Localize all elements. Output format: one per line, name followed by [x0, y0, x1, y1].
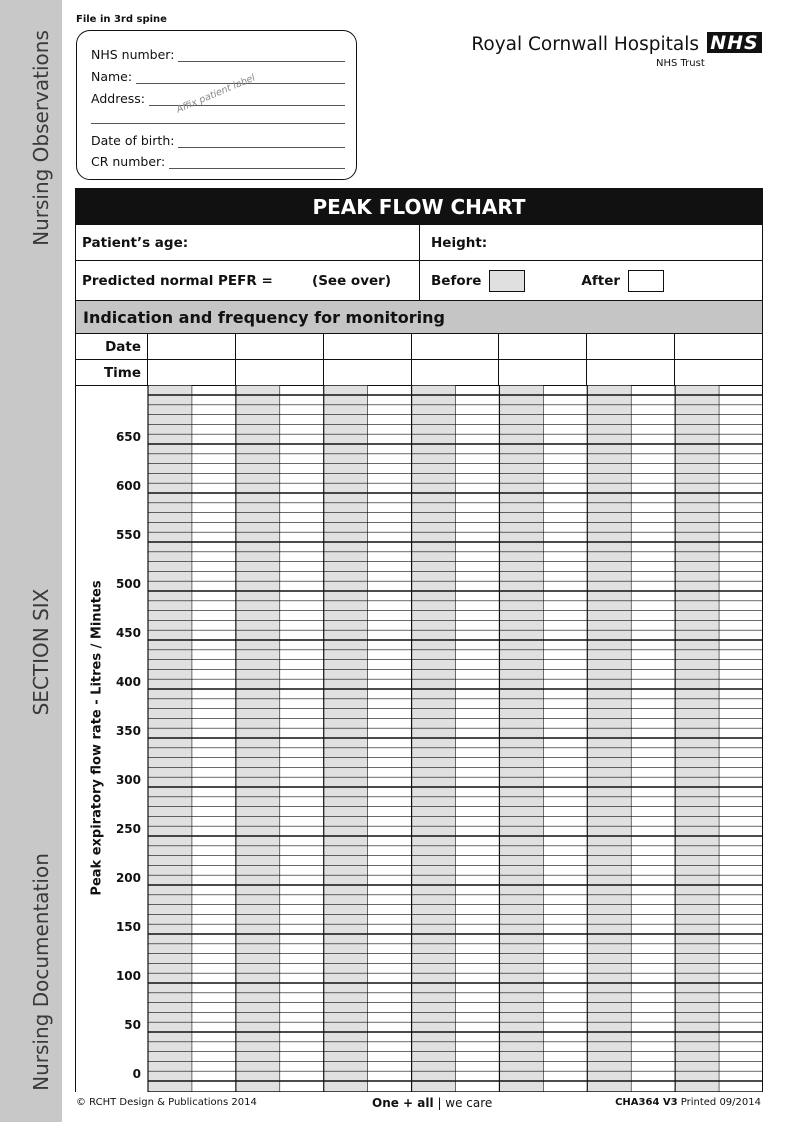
- before-after-cell: [420, 261, 762, 300]
- cr-number-label: CR number:: [91, 154, 166, 169]
- date-cell[interactable]: [324, 334, 412, 359]
- y-tick-label: 400: [115, 675, 141, 689]
- age-height-row: [75, 225, 763, 261]
- spine-section: SECTION SIX: [29, 588, 53, 716]
- cr-number-field[interactable]: [91, 154, 345, 169]
- y-tick-label: 150: [115, 920, 141, 934]
- org-name: Royal Cornwall Hospitals: [471, 34, 699, 55]
- date-cell[interactable]: [148, 334, 236, 359]
- indication-heading: Indication and frequency for monitoring: [75, 301, 763, 334]
- time-cell[interactable]: [675, 360, 762, 385]
- y-tick-label: 450: [115, 626, 141, 640]
- y-tick-label: 50: [124, 1018, 141, 1032]
- name-label: Name:: [91, 69, 133, 84]
- nhs-number-field[interactable]: [91, 47, 345, 62]
- predicted-pefr-field[interactable]: [76, 261, 420, 300]
- footer-copyright: © RCHT Design & Publications 2014: [76, 1097, 257, 1108]
- printed-date: Printed 09/2014: [680, 1097, 761, 1108]
- time-cell[interactable]: [587, 360, 675, 385]
- y-tick-label: 200: [115, 871, 141, 885]
- dob-label: Date of birth:: [91, 133, 175, 148]
- date-label: Date: [76, 334, 148, 359]
- footer-code: [615, 1097, 761, 1108]
- before-checkbox[interactable]: [489, 270, 525, 292]
- dob-field[interactable]: [91, 133, 345, 148]
- form-code: CHA364 V3: [615, 1097, 678, 1108]
- date-cell[interactable]: [499, 334, 587, 359]
- patient-label-box: [76, 30, 357, 180]
- time-cell[interactable]: [412, 360, 500, 385]
- y-tick-label: 250: [115, 822, 141, 836]
- y-tick-label: 650: [115, 430, 141, 444]
- after-checkbox[interactable]: [628, 270, 664, 292]
- nhs-logo: NHS: [707, 32, 762, 53]
- height-label: Height:: [431, 234, 488, 251]
- address-label: Address:: [91, 91, 145, 106]
- y-tick-label: 350: [115, 724, 141, 738]
- peak-flow-grid[interactable]: [75, 385, 763, 1092]
- time-cell[interactable]: [499, 360, 587, 385]
- nhs-number-label: NHS number:: [91, 47, 175, 62]
- trust-name: NHS Trust: [656, 58, 705, 69]
- affix-label-note: Affix patient label: [174, 72, 257, 116]
- date-row: [75, 334, 763, 360]
- y-tick-label: 300: [115, 773, 141, 787]
- y-tick-label: 500: [115, 577, 141, 591]
- date-cell[interactable]: [675, 334, 762, 359]
- time-cell[interactable]: [148, 360, 236, 385]
- time-cell[interactable]: [236, 360, 324, 385]
- time-label: Time: [76, 360, 148, 385]
- patient-age-label: Patient’s age:: [82, 234, 189, 251]
- name-field[interactable]: [91, 69, 345, 84]
- chart-form: [75, 188, 763, 386]
- slogan-separator: |: [433, 1096, 446, 1110]
- slogan-part-a: One + all: [372, 1096, 434, 1110]
- after-label: After: [581, 272, 621, 289]
- peak-flow-grid-area: [75, 385, 763, 1092]
- y-tick-label: 0: [132, 1067, 141, 1081]
- see-over-note: (See over): [312, 272, 391, 289]
- date-cell[interactable]: [412, 334, 500, 359]
- patient-age-field[interactable]: [76, 225, 420, 260]
- address-field-line2[interactable]: [91, 111, 345, 124]
- y-tick-label: 100: [115, 969, 141, 983]
- y-tick-label: 600: [115, 479, 141, 493]
- section-spine: [0, 0, 62, 1122]
- pefr-row: [75, 261, 763, 301]
- spine-title-bottom: Nursing Documentation: [29, 853, 53, 1091]
- slogan-part-b: we care: [445, 1096, 493, 1110]
- footer-slogan: [372, 1096, 492, 1110]
- file-note: File in 3rd spine: [76, 14, 167, 25]
- y-axis-title: Peak expiratory flow rate - Litres / Minutes: [89, 580, 105, 896]
- time-cell[interactable]: [324, 360, 412, 385]
- before-label: Before: [431, 272, 482, 289]
- form-title: PEAK FLOW CHART: [75, 188, 763, 225]
- spine-title-top: Nursing Observations: [29, 30, 53, 246]
- date-cell[interactable]: [236, 334, 324, 359]
- date-cell[interactable]: [587, 334, 675, 359]
- predicted-pefr-label: Predicted normal PEFR =: [82, 272, 273, 289]
- y-tick-label: 550: [115, 528, 141, 542]
- height-field[interactable]: [420, 225, 762, 260]
- time-row: [75, 360, 763, 386]
